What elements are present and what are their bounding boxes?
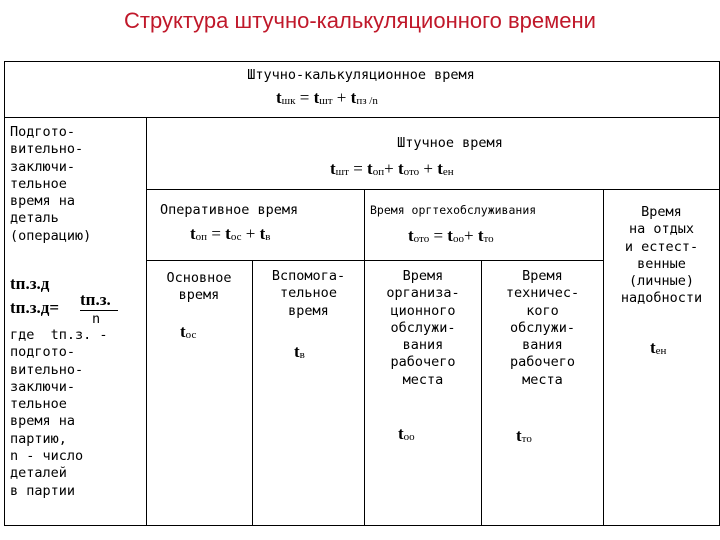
rest-time-label: Время на отдых и естест- венные (личные) надобности [620, 204, 703, 307]
prep-formula-numerator: tп.з. [80, 290, 111, 309]
prep-formula-denominator: n [92, 311, 101, 327]
prep-detail-formula-lhs: tп.з.д= [10, 298, 60, 317]
piece-calc-formula: $t_{шк} = t_{шт} + t_{пз /n}$ [276, 88, 378, 107]
main-time-symbol: $t_{ос}$ [180, 322, 197, 341]
rule [146, 117, 147, 525]
rest-time-symbol: $t_{ен}$ [650, 338, 667, 357]
prep-batch-description: где tп.з. - подгото- вительно- заключи- тельное время на партию, n - число деталей в партии [10, 327, 108, 499]
operative-time-formula: $t_{оп} = t_{ос} + t_в$ [190, 224, 271, 243]
piece-time-formula: $t_{шт} = t_{оп}+ t_{ото} + t_{ен}$ [330, 159, 454, 178]
tech-service-symbol: $t_{то}$ [516, 426, 532, 445]
tech-service-label: Время техничес- кого обслужи- вания рабочего места [505, 268, 580, 388]
aux-time-label: Вспомога- тельное время [271, 268, 346, 319]
rule [146, 260, 603, 261]
prep-time-label: Подгото- вительно- заключи- тельное время на деталь (операцию) [10, 124, 92, 244]
main-time-label: Основное время [166, 270, 232, 304]
service-time-formula: $t_{ото} = t_{оо}+ t_{то}$ [408, 226, 494, 245]
rule [146, 189, 720, 190]
page-title: Структура штучно-калькуляционного времени [124, 8, 596, 33]
operative-time-label: Оперативное время [160, 202, 299, 218]
rule [4, 61, 720, 62]
org-service-symbol: $t_{оо}$ [398, 424, 415, 443]
rule [4, 61, 5, 525]
piece-time-label: Штучное время [397, 135, 503, 151]
prep-detail-symbol: tп.з.д [10, 274, 50, 293]
aux-time-symbol: $t_в$ [294, 342, 305, 361]
rule [4, 117, 720, 118]
rule [4, 525, 720, 526]
service-time-label: Время оргтехобслуживания [370, 203, 537, 217]
piece-calc-time-label: Штучно-калькуляционное время [247, 67, 475, 83]
org-service-label: Время организа- ционного обслужи- вания рабочего места [386, 268, 460, 388]
